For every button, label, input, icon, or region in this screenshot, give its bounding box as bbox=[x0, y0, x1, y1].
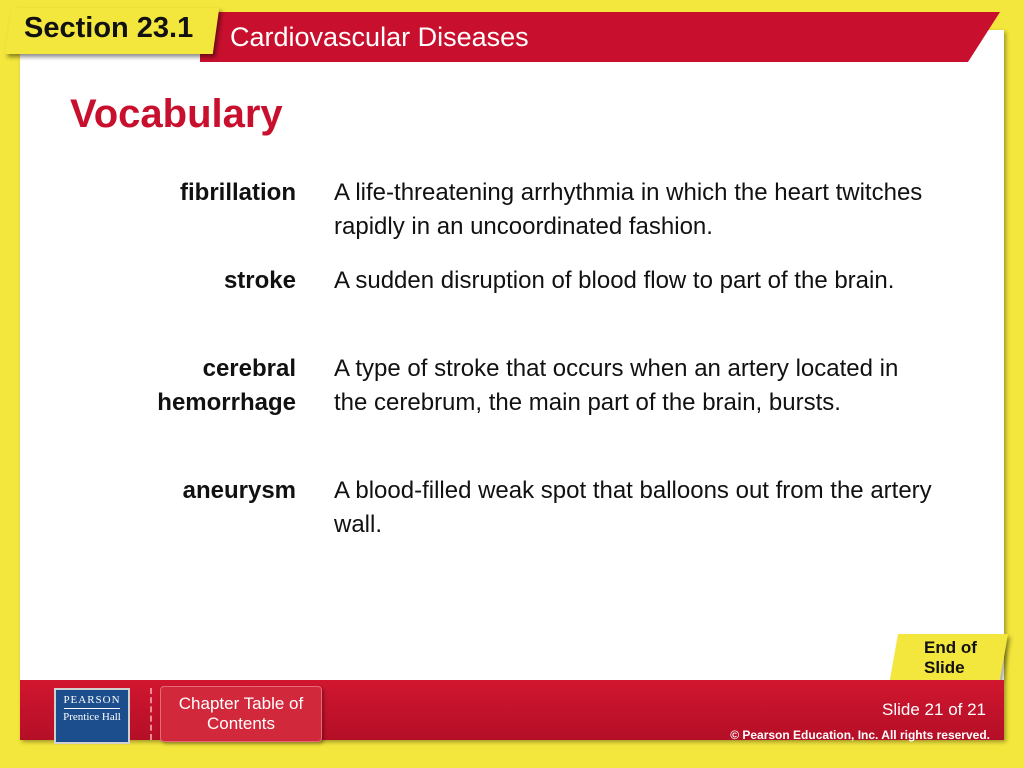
vocab-definition: A life-threatening arrhythmia in which the heart twitches rapidly in an uncoordinated fashion. bbox=[334, 179, 923, 240]
section-label: Section 23.1 bbox=[24, 12, 194, 44]
footer-divider bbox=[150, 688, 152, 740]
vocab-row-stroke bbox=[0, 264, 1024, 334]
slide-number: Slide 21 of 21 bbox=[882, 700, 986, 719]
section-title: Cardiovascular Diseases bbox=[230, 22, 529, 52]
vocabulary-list bbox=[0, 176, 1024, 562]
chapter-toc-label: Chapter Table of Contents bbox=[178, 694, 304, 733]
vocab-definition: A sudden disruption of blood flow to part of the brain. bbox=[334, 267, 895, 294]
end-of-slide-label[interactable]: End of Slide bbox=[924, 638, 977, 677]
vocab-definition: A blood-filled weak spot that balloons out from the artery wall. bbox=[334, 477, 932, 538]
vocab-row-fibrillation bbox=[0, 176, 1024, 246]
vocab-term: aneurysm bbox=[182, 477, 296, 504]
copyright-notice: © Pearson Education, Inc. All rights reserved. bbox=[730, 728, 990, 742]
vocab-term: fibrillation bbox=[180, 179, 296, 206]
slide-heading: Vocabulary bbox=[70, 92, 283, 136]
vocab-row-aneurysm bbox=[0, 474, 1024, 544]
vocab-term: stroke bbox=[223, 267, 296, 294]
logo-imprint-text: Prentice Hall bbox=[63, 711, 121, 723]
pearson-logo[interactable] bbox=[54, 688, 130, 744]
logo-brand-text: PEARSON bbox=[63, 694, 121, 706]
chapter-toc-button[interactable] bbox=[160, 686, 322, 742]
vocab-definition: A type of stroke that occurs when an artery located in the cerebrum, the main part of the brain, bursts. bbox=[334, 355, 899, 416]
logo-divider bbox=[64, 708, 120, 709]
vocab-row-cerebral-hemorrhage bbox=[0, 352, 1024, 456]
vocab-term: cerebral hemorrhage bbox=[157, 355, 296, 416]
